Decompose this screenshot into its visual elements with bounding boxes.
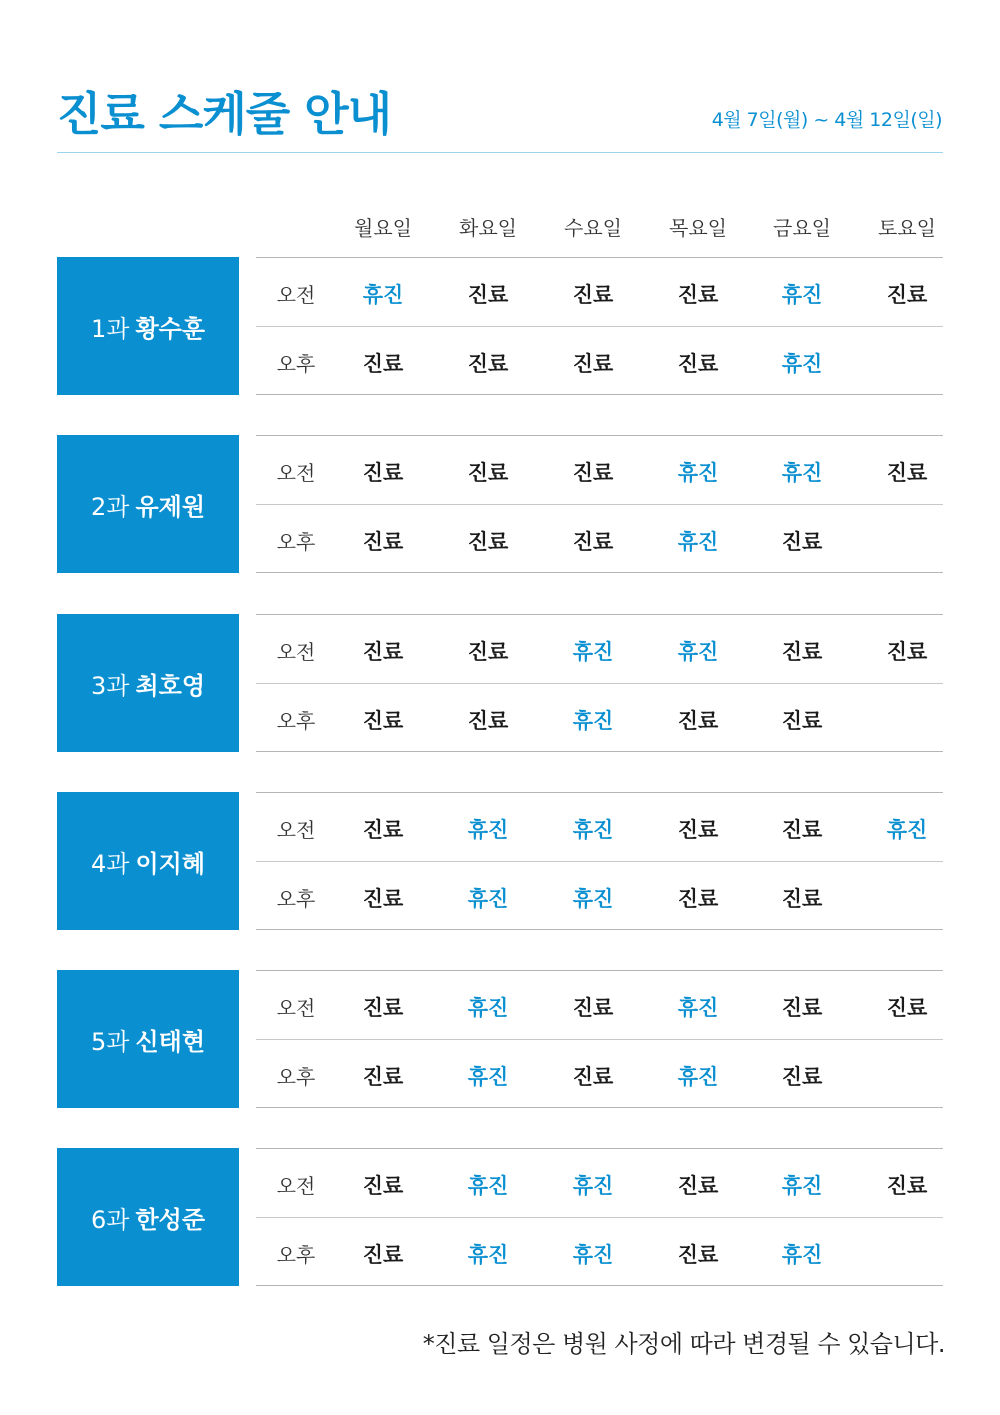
period-label: 오전 [276, 461, 316, 485]
status-cell: 진료 [886, 640, 928, 664]
dept-block-3 [57, 614, 943, 752]
status-cell: 진료 [781, 530, 823, 554]
status-cell: 진료 [781, 887, 823, 911]
status-cell: 휴진 [467, 1243, 509, 1267]
day-header-6: 토요일 [878, 216, 936, 240]
status-cell: 진료 [467, 640, 509, 664]
dept-number: 2과 [90, 492, 130, 521]
status-cell: 진료 [572, 1065, 614, 1089]
dept-number: 6과 [90, 1205, 130, 1234]
status-cell: 진료 [362, 818, 404, 842]
status-cell: 진료 [572, 352, 614, 376]
title-divider [57, 152, 943, 153]
schedule-row-am [256, 1148, 943, 1217]
status-cell: 진료 [572, 530, 614, 554]
status-cell: 진료 [572, 461, 614, 485]
status-cell: 진료 [362, 1174, 404, 1198]
status-cell: 진료 [572, 283, 614, 307]
schedule-row-am [256, 257, 943, 326]
status-cell: 휴진 [572, 640, 614, 664]
status-cell: 진료 [886, 283, 928, 307]
day-header-3: 수요일 [564, 216, 622, 240]
schedule-row-am [256, 792, 943, 861]
schedule-row-pm [256, 1039, 943, 1108]
status-cell: 진료 [467, 352, 509, 376]
period-label: 오전 [276, 640, 316, 664]
status-cell: 진료 [362, 1243, 404, 1267]
status-cell: 휴진 [677, 996, 719, 1020]
status-cell: 휴진 [572, 1243, 614, 1267]
schedule-row-am [256, 970, 943, 1039]
period-label: 오전 [276, 818, 316, 842]
status-cell: 진료 [781, 996, 823, 1020]
status-cell: 휴진 [467, 1065, 509, 1089]
status-cell: 휴진 [572, 1174, 614, 1198]
status-cell: 휴진 [467, 818, 509, 842]
period-label: 오후 [276, 887, 316, 911]
period-label: 오전 [276, 996, 316, 1020]
status-cell: 휴진 [362, 283, 404, 307]
period-label: 오후 [276, 352, 316, 376]
status-cell: 진료 [362, 996, 404, 1020]
status-cell: 진료 [362, 887, 404, 911]
status-cell: 진료 [467, 283, 509, 307]
status-cell: 휴진 [677, 530, 719, 554]
dept-label [57, 257, 239, 395]
day-header-4: 목요일 [669, 216, 727, 240]
status-cell: 진료 [677, 283, 719, 307]
dept-label [57, 614, 239, 752]
dept-block-6 [57, 1148, 943, 1286]
status-cell: 진료 [677, 887, 719, 911]
dept-block-5 [57, 970, 943, 1108]
footnote: *진료 일정은 병원 사정에 따라 변경될 수 있습니다. [422, 1330, 945, 1358]
status-cell: 휴진 [572, 887, 614, 911]
schedule-row-pm [256, 683, 943, 752]
status-cell: 휴진 [781, 283, 823, 307]
page-title: 진료 스케줄 안내 [57, 87, 392, 141]
doctor-name: 신태현 [135, 1027, 206, 1056]
period-label: 오후 [276, 1243, 316, 1267]
day-header-1: 월요일 [354, 216, 412, 240]
dept-block-2 [57, 435, 943, 573]
period-label: 오후 [276, 709, 316, 733]
dept-number: 1과 [90, 314, 130, 343]
status-cell: 휴진 [677, 640, 719, 664]
dept-label [57, 1148, 239, 1286]
status-cell: 진료 [781, 709, 823, 733]
status-cell: 진료 [362, 640, 404, 664]
period-label: 오후 [276, 1065, 316, 1089]
status-cell: 진료 [781, 640, 823, 664]
doctor-name: 최호영 [135, 671, 206, 700]
period-label: 오전 [276, 1174, 316, 1198]
status-cell: 진료 [362, 530, 404, 554]
schedule-row-am [256, 614, 943, 683]
status-cell: 휴진 [781, 1174, 823, 1198]
status-cell: 진료 [362, 709, 404, 733]
status-cell: 진료 [886, 1174, 928, 1198]
status-cell: 진료 [781, 1065, 823, 1089]
schedule-row-pm [256, 326, 943, 395]
dept-block-1 [57, 257, 943, 395]
doctor-name: 유제원 [135, 492, 206, 521]
doctor-name: 황수훈 [135, 314, 206, 343]
schedule-row-pm [256, 504, 943, 573]
status-cell: 진료 [677, 352, 719, 376]
status-cell: 진료 [362, 1065, 404, 1089]
status-cell: 휴진 [677, 461, 719, 485]
status-cell: 진료 [362, 352, 404, 376]
dept-label [57, 435, 239, 573]
status-cell: 휴진 [781, 1243, 823, 1267]
status-cell: 진료 [886, 996, 928, 1020]
status-cell: 휴진 [886, 818, 928, 842]
status-cell: 진료 [886, 461, 928, 485]
status-cell: 진료 [677, 1243, 719, 1267]
schedule-row-am [256, 435, 943, 504]
status-cell: 진료 [467, 530, 509, 554]
status-cell: 진료 [467, 709, 509, 733]
status-cell: 진료 [572, 996, 614, 1020]
date-range: 4월 7일(월) ~ 4월 12일(일) [711, 109, 942, 131]
day-header-row [0, 212, 1000, 244]
status-cell: 휴진 [572, 818, 614, 842]
schedule-row-pm [256, 861, 943, 930]
status-cell: 휴진 [467, 1174, 509, 1198]
period-label: 오전 [276, 283, 316, 307]
status-cell: 휴진 [572, 709, 614, 733]
dept-number: 4과 [90, 849, 130, 878]
day-header-5: 금요일 [773, 216, 831, 240]
dept-number: 5과 [90, 1027, 130, 1056]
day-header-2: 화요일 [459, 216, 517, 240]
status-cell: 휴진 [781, 352, 823, 376]
status-cell: 진료 [781, 818, 823, 842]
doctor-name: 이지혜 [135, 849, 206, 878]
status-cell: 진료 [467, 461, 509, 485]
dept-number: 3과 [90, 671, 130, 700]
status-cell: 휴진 [781, 461, 823, 485]
dept-label [57, 970, 239, 1108]
status-cell: 진료 [677, 818, 719, 842]
status-cell: 휴진 [467, 996, 509, 1020]
dept-block-4 [57, 792, 943, 930]
period-label: 오후 [276, 530, 316, 554]
status-cell: 진료 [677, 709, 719, 733]
status-cell: 휴진 [677, 1065, 719, 1089]
status-cell: 휴진 [467, 887, 509, 911]
status-cell: 진료 [677, 1174, 719, 1198]
doctor-name: 한성준 [135, 1205, 206, 1234]
status-cell: 진료 [362, 461, 404, 485]
dept-label [57, 792, 239, 930]
schedule-row-pm [256, 1217, 943, 1286]
